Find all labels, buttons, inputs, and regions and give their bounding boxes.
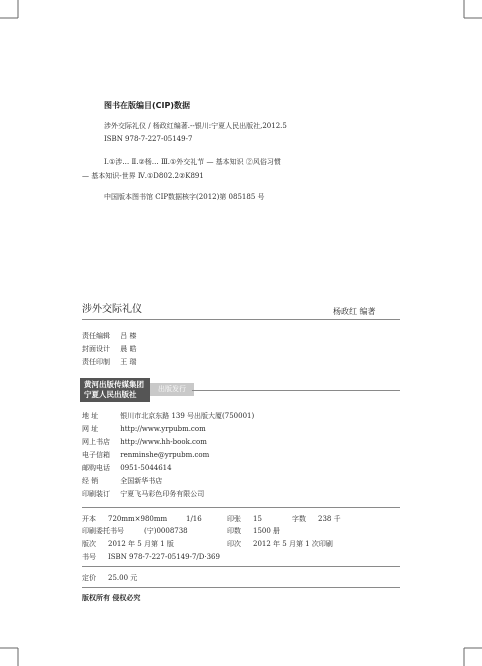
spec-contract-value: (宁)0008738 — [144, 527, 188, 535]
publisher-group: 黄河出版传媒集团 — [84, 380, 144, 389]
cip-line-classification: Ⅰ.①涉… Ⅱ.②杨… Ⅲ.①外交礼节 — 基本知识 ②风俗习惯 — [104, 158, 281, 166]
spec-impression-value: 2012 年 5 月第 1 次印刷 — [253, 540, 333, 548]
contact-value: renminshe@yrpubm.com — [120, 451, 210, 459]
cip-line-title: 涉外交际礼仪 / 杨政红编著.--银川:宁夏人民出版社,2012.5 — [104, 122, 287, 130]
spec-isbn-label: 书号 — [82, 553, 96, 561]
book-title: 涉外交际礼仪 — [82, 304, 142, 315]
editor-label: 封面设计 — [82, 345, 110, 353]
cip-line-record-number: 中国版本图书馆 CIP数据核字(2012)第 085185 号 — [104, 193, 265, 201]
contact-label: 网 址 — [82, 425, 99, 433]
contact-value: 银川市北京东路 139 号出版大厦(750001) — [120, 412, 255, 420]
spec-contract-label: 印刷委托书号 — [82, 527, 124, 535]
editor-value: 吕 榛 — [120, 332, 137, 340]
spec-isbn-value: ISBN 978-7-227-05149-7/D·369 — [108, 553, 220, 561]
contact-value: 0951-5044614 — [120, 464, 172, 472]
contact-row — [82, 464, 172, 473]
price-divider — [82, 587, 400, 588]
spec-print-count-value: 1500 册 — [253, 527, 281, 535]
contact-label: 网上书店 — [82, 438, 110, 446]
spec-sheets-value: 15 — [253, 515, 262, 523]
editor-value: 晨 皓 — [120, 345, 137, 353]
crop-mark-bottom-right — [452, 636, 482, 666]
copyright-notice: 版权所有 侵权必究 — [82, 594, 141, 602]
book-author: 杨政红 编著 — [333, 307, 376, 316]
spec-format-label: 开本 — [82, 515, 96, 523]
spec-format-value: 720mm×980mm — [108, 515, 168, 523]
contact-row — [82, 412, 254, 421]
crop-mark-bottom-left — [0, 636, 30, 666]
spec-print-count-label: 印数 — [227, 527, 241, 535]
editor-value: 王 瑞 — [120, 358, 137, 366]
editor-row — [82, 345, 136, 354]
editor-label: 责任印制 — [82, 358, 110, 366]
price-value: 25.00 元 — [108, 574, 138, 582]
contact-label: 经 销 — [82, 477, 99, 485]
contact-value: http://www.hh-book.com — [120, 438, 207, 446]
spec-sheets-label: 印张 — [227, 515, 241, 523]
contact-row — [82, 477, 162, 486]
spec-impression-label: 印次 — [227, 540, 241, 548]
spec-format-fraction: 1/16 — [186, 515, 202, 523]
contact-value: 全国新华书店 — [120, 477, 163, 485]
cip-heading: 图书在版编目(CIP)数据 — [104, 101, 191, 110]
contact-label: 印刷装订 — [82, 490, 110, 498]
contact-row — [82, 451, 209, 460]
contact-value: 宁夏飞马彩色印务有限公司 — [120, 490, 205, 498]
publisher-divider — [192, 390, 400, 391]
specs-divider-bottom — [82, 566, 400, 567]
contact-label: 地 址 — [82, 412, 99, 420]
publisher-name: 宁夏人民出版社 — [84, 390, 137, 399]
specs-divider-top — [82, 507, 400, 508]
cip-line-classification-cont: — 基本知识-世界 Ⅳ.①D802.2②K891 — [82, 172, 204, 180]
spec-words-value: 238 千 — [318, 515, 341, 523]
contact-row — [82, 490, 204, 499]
spec-words-label: 字数 — [292, 515, 306, 523]
contact-row — [82, 425, 206, 434]
title-divider — [82, 319, 400, 320]
editor-row — [82, 332, 136, 341]
price-label: 定价 — [82, 574, 96, 582]
crop-mark-top-right — [452, 0, 482, 30]
publisher-logo-box — [80, 378, 150, 402]
contact-row — [82, 438, 207, 447]
crop-mark-top-left — [0, 0, 30, 30]
publisher-tag: 出版发行 — [150, 383, 194, 396]
contact-value: http://www.yrpubm.com — [120, 425, 206, 433]
spec-edition-label: 版次 — [82, 540, 96, 548]
contact-label: 电子信箱 — [82, 451, 110, 459]
editor-row — [82, 358, 136, 367]
cip-line-isbn: ISBN 978-7-227-05149-7 — [104, 135, 193, 143]
editor-label: 责任编辑 — [82, 332, 110, 340]
publisher-banner — [80, 378, 192, 402]
contact-label: 邮购电话 — [82, 464, 110, 472]
spec-edition-value: 2012 年 5 月第 1 版 — [108, 540, 174, 548]
